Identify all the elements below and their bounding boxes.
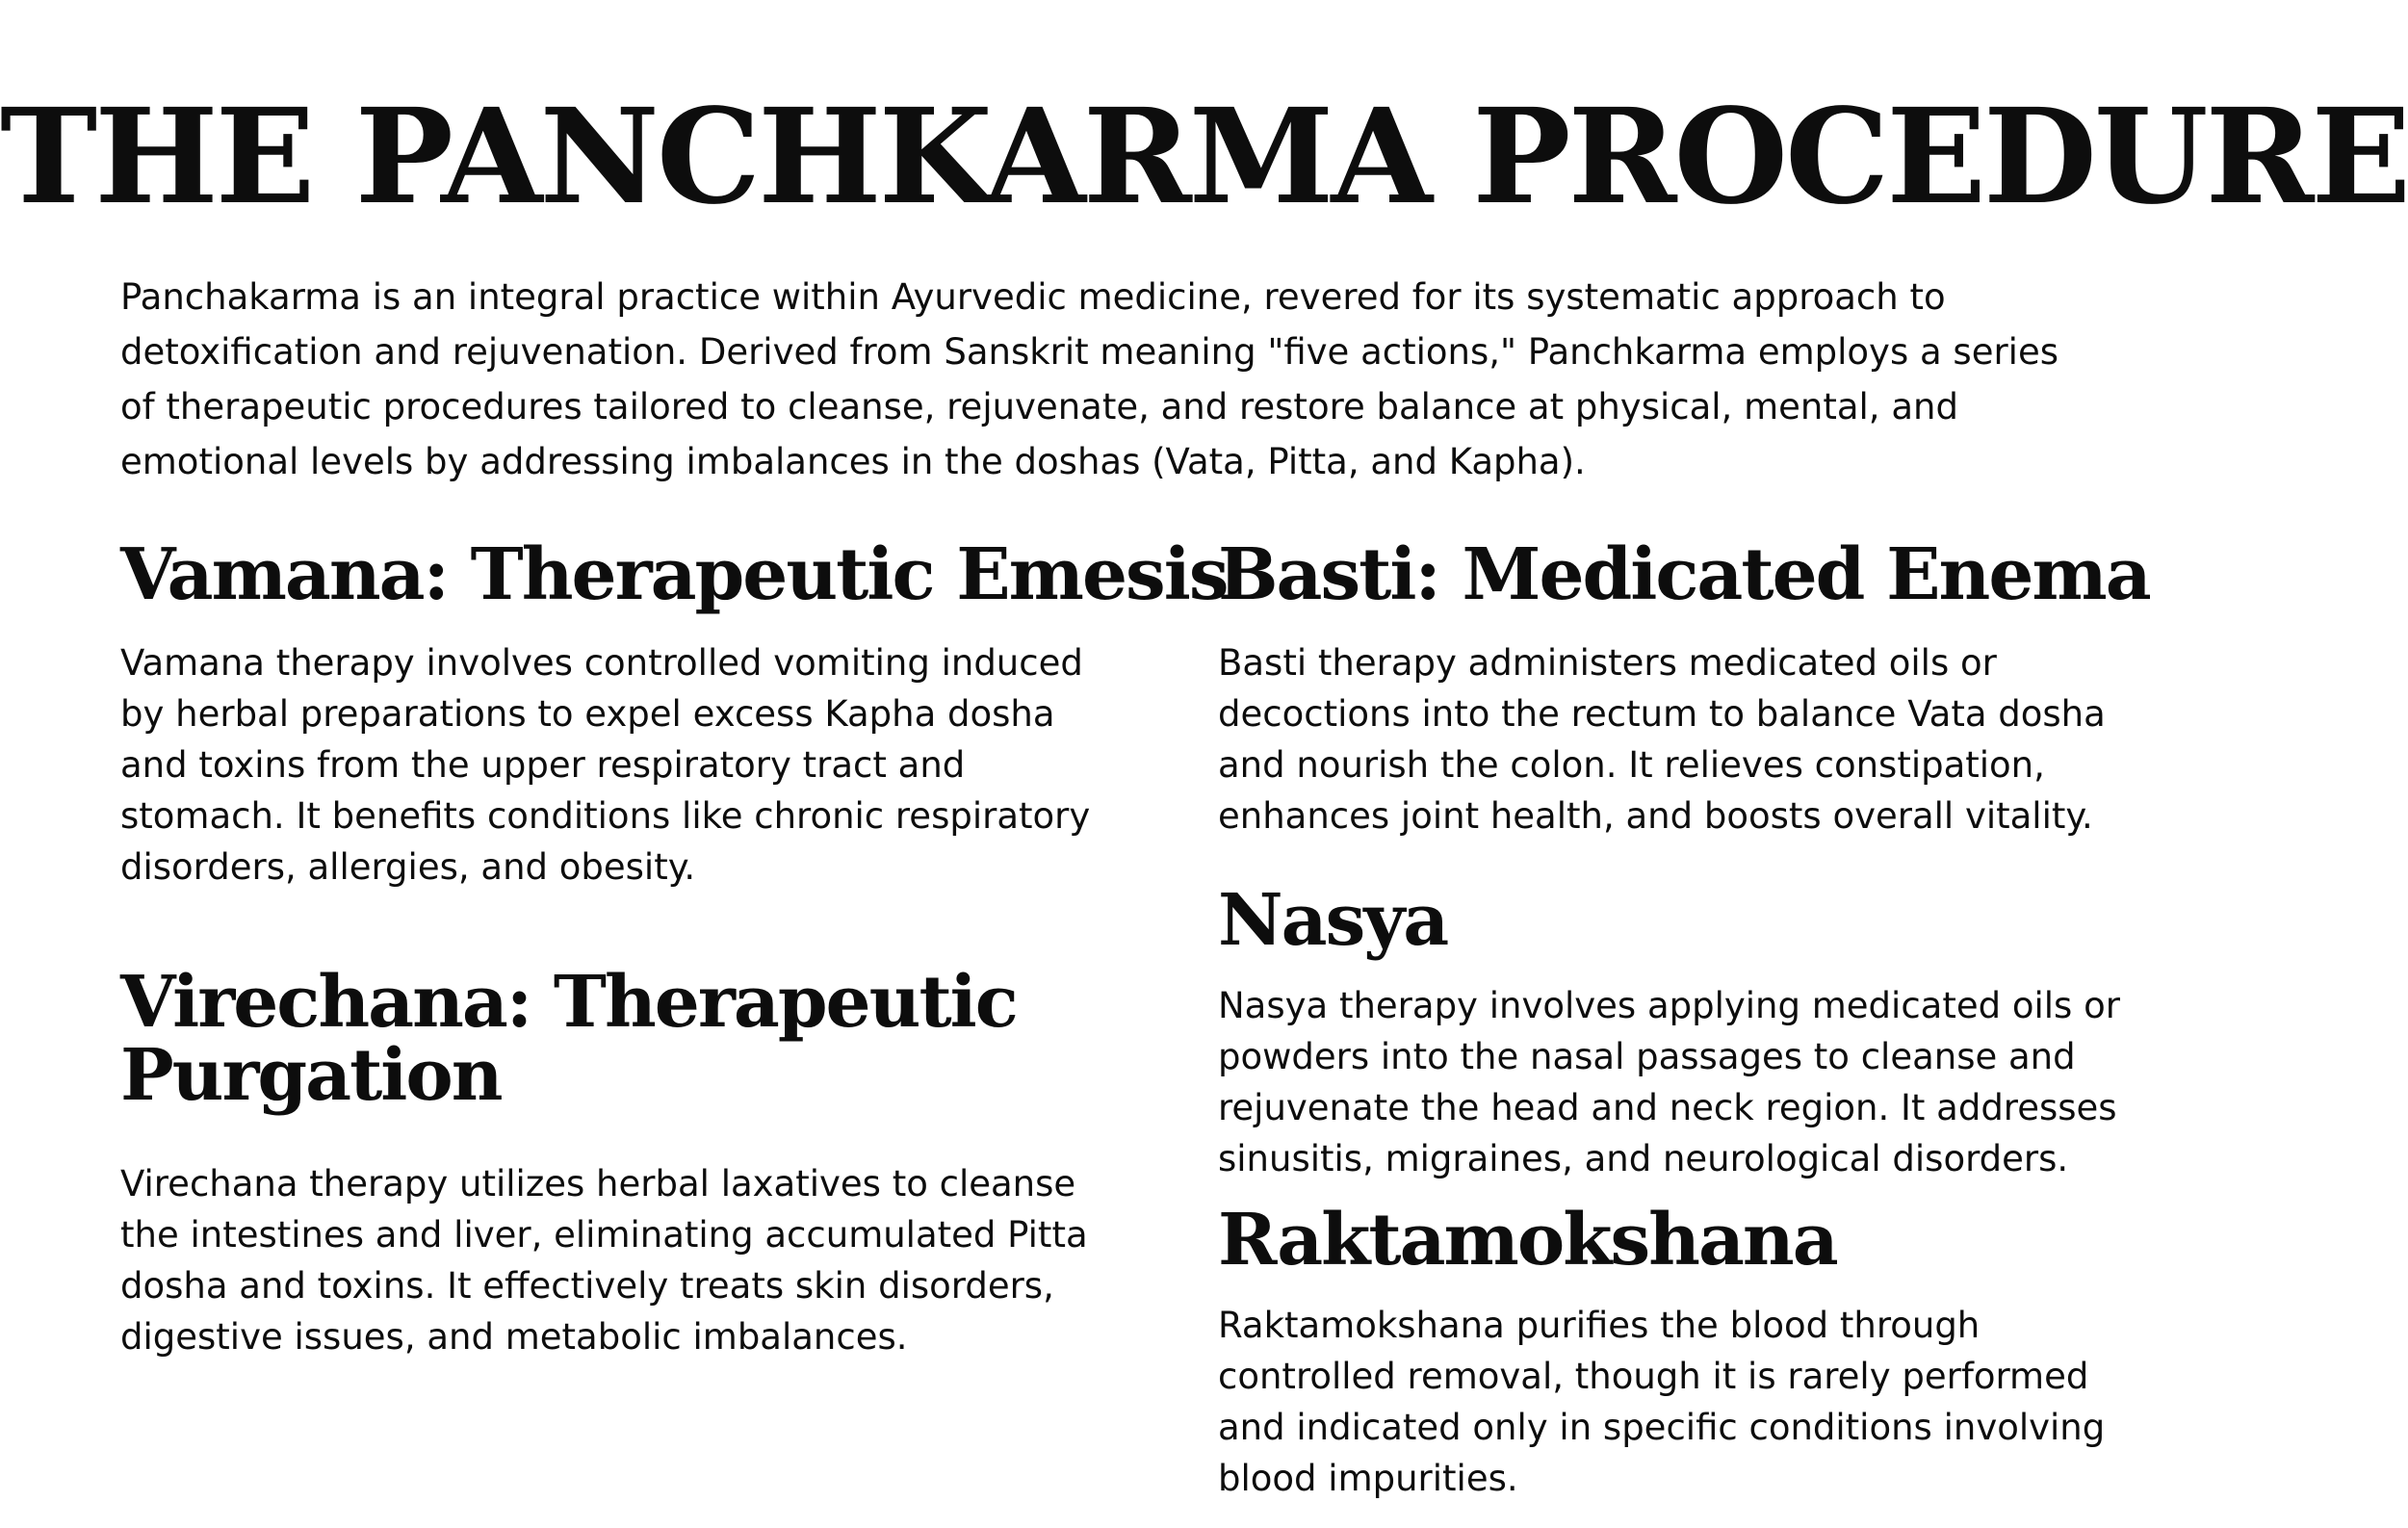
section-body-basti: Basti therapy administers medicated oils or decoctions into the rectum to balance Vata dosha and nourish the colon. It relieves constipation, enhances joint health, and boosts overall vitality. [1218,642,2106,837]
section-heading-vamana: Vamana: Therapeutic Emesis [120,533,1228,616]
section-heading-basti: Basti: Medicated Enema [1218,533,2150,616]
section-body-raktamokshana: Raktamokshana purifies the blood through controlled removal, though it is rarely performed and indicated only in specific conditions involving blood impurities. [1218,1305,2106,1499]
page-title: THE PANCHKARMA PROCEDURE [0,80,2408,234]
section-heading-virechana-line1: Virechana: Therapeutic [120,961,1017,1044]
intro-paragraph: Panchakarma is an integral practice within Ayurvedic medicine, revered for its systematic approach to detoxification and rejuvenation. Derived from Sanskrit meaning "five actions," Panchkarma employs a series of therapeutic procedures tailored to cleanse, rejuvenate, and restore balance at physical, mental, and emotional levels by addressing imbalances in the doshas (Vata, Pitta, and Kapha). [120,276,2058,482]
section-body-virechana: Virechana therapy utilizes herbal laxatives to cleanse the intestines and liver, eliminating accumulated Pitta dosha and toxins. It effectively treats skin disorders, digestive issues, and metabolic imbalances. [120,1163,1088,1358]
section-body-nasya: Nasya therapy involves applying medicated oils or powders into the nasal passages to cleanse and rejuvenate the head and neck region. It addresses sinusitis, migraines, and neurological disorders. [1218,985,2120,1179]
section-body-vamana: Vamana therapy involves controlled vomiting induced by herbal preparations to expel excess Kapha dosha and toxins from the upper respiratory tract and stomach. It benefits conditions like chronic respiratory disorders, allergies, and obesity. [120,642,1091,888]
section-heading-raktamokshana: Raktamokshana [1218,1199,1837,1282]
section-heading-virechana-line2: Purgation [120,1034,502,1117]
section-heading-nasya: Nasya [1218,879,1448,962]
